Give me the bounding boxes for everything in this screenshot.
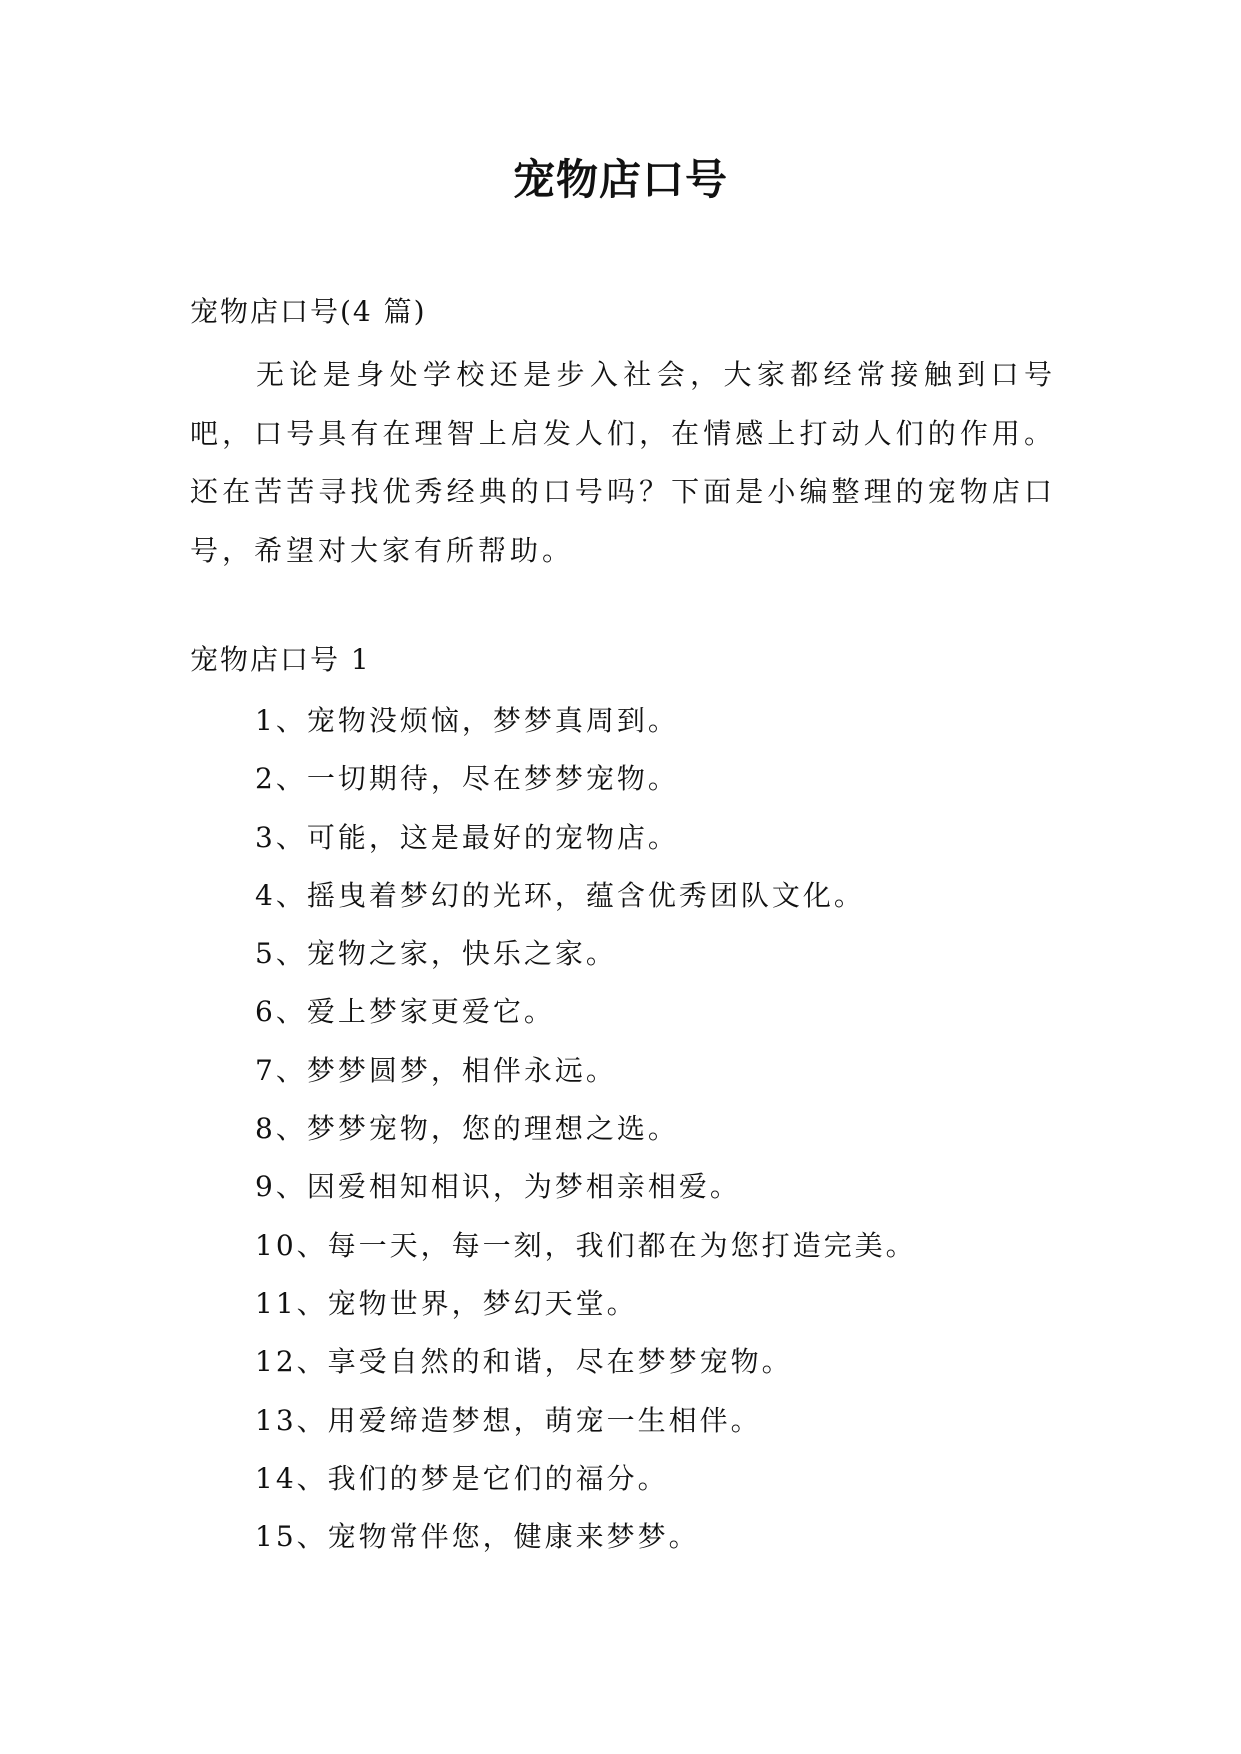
slogan-item: 9、因爱相知相识，为梦相亲相爱。 (255, 1170, 741, 1204)
intro-paragraph: 无论是身处学校还是步入社会，大家都经常接触到口号吧，口号具有在理智上启发人们，在情感上打动人们的作用。还在苦苦寻找优秀经典的口号吗？下面是小编整理的宠物店口号，希望对大家有所帮助。 (190, 358, 1056, 567)
slogan-item: 1、宠物没烦恼，梦梦真周到。 (255, 704, 679, 737)
slogan-item: 13、用爱缔造梦想，萌宠一生相伴。 (255, 1403, 762, 1437)
slogan-item: 3、可能，这是最好的宠物店。 (255, 820, 679, 854)
slogan-item: 4、摇曳着梦幻的光环，蕴含优秀团队文化。 (255, 878, 865, 912)
slogan-item: 2、一切期待，尽在梦梦宠物。 (255, 762, 679, 796)
slogan-item: 5、宠物之家，快乐之家。 (255, 937, 617, 971)
slogan-item: 8、梦梦宠物，您的理想之选。 (255, 1112, 679, 1146)
slogan-item: 11、宠物世界，梦幻天堂。 (255, 1286, 638, 1320)
slogan-list (255, 692, 917, 1566)
slogan-item: 12、享受自然的和谐，尽在梦梦宠物。 (255, 1345, 793, 1379)
slogan-item: 15、宠物常伴您，健康来梦梦。 (255, 1520, 700, 1554)
slogan-item: 7、梦梦圆梦，相伴永远。 (255, 1053, 617, 1087)
document-title: 宠物店口号 (512, 155, 728, 204)
slogan-item: 14、我们的梦是它们的福分。 (255, 1461, 669, 1495)
document-subtitle: 宠物店口号(4 篇) (190, 295, 427, 328)
slogan-item: 10、每一天，每一刻，我们都在为您打造完美。 (255, 1228, 917, 1262)
slogan-item: 6、爱上梦家更爱它。 (255, 995, 555, 1029)
section-heading: 宠物店口号 1 (190, 643, 371, 676)
